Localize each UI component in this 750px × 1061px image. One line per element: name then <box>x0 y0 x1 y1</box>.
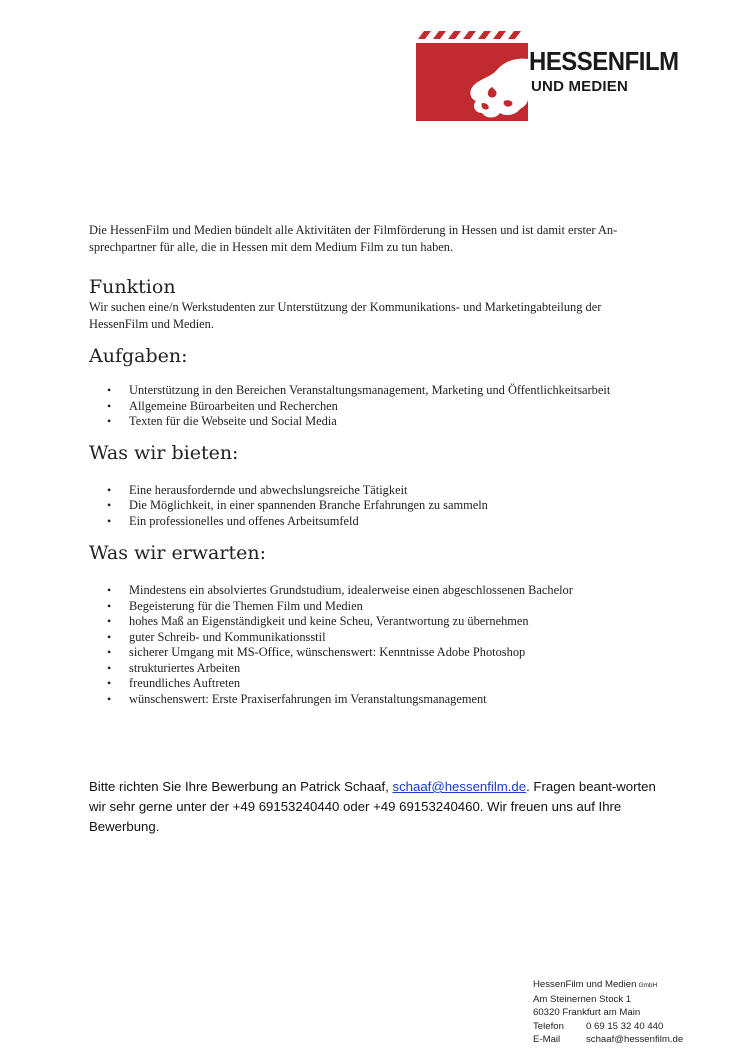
footer-address <box>533 978 743 1047</box>
funktion-text: Wir suchen eine/n Werkstudenten zur Unterstützung der Kommunikations- und Marketingabteilung der HessenFilm und Medien. <box>89 300 602 331</box>
film-clapper-logo-icon <box>416 29 528 121</box>
list-item: • Allgemeine Büroarbeiten und Recherchen <box>89 399 661 415</box>
application-note <box>89 777 661 837</box>
list-item: • guter Schreib- und Kommunikationsstil <box>89 630 661 646</box>
bieten-heading: Was wir bieten: <box>89 441 239 464</box>
apply-text-after: . Fragen beant-worten wir sehr gerne unter der +49 69153240440 oder +49 69153240460. Wir freuen uns auf Ihre Bewerbung. <box>89 779 656 834</box>
footer-email-label: E-Mail <box>533 1034 561 1045</box>
list-item: • Texten für die Webseite und Social Media <box>89 414 661 430</box>
main-content <box>89 222 661 707</box>
list-item: • Begeisterung für die Themen Film und Medien <box>89 599 661 615</box>
list-item: • Die Möglichkeit, in einer spannenden Branche Erfahrungen zu sammeln <box>89 498 661 514</box>
footer-gmbh: GmbH <box>638 982 658 989</box>
footer-phone-label: Telefon <box>533 1020 564 1032</box>
hessenfilm-logo <box>416 29 706 121</box>
funktion-heading: Funktion <box>89 276 176 298</box>
erwarten-heading: Was wir erwarten: <box>89 542 266 564</box>
list-item: • Unterstützung in den Bereichen Veranstaltungsmanagement, Marketing und Öffentlichkeitsarbeit <box>89 383 661 399</box>
bieten-list <box>89 483 661 530</box>
apply-text-before: Bitte richten Sie Ihre Bewerbung an Patrick Schaaf, <box>89 779 393 794</box>
list-item: • wünschenswert: Erste Praxiserfahrungen im Veranstaltungsmanagement <box>89 692 661 708</box>
footer-phone-row <box>533 1020 743 1034</box>
footer-company-row <box>533 978 743 993</box>
footer-email-row <box>533 1033 743 1047</box>
logo-subtitle: UND MEDIEN <box>531 78 629 95</box>
list-item: • freundliches Auftreten <box>89 676 661 692</box>
logo-title: HESSENFILM <box>529 46 679 76</box>
intro-text: Die HessenFilm und Medien bündelt alle Aktivitäten der Filmförderung in Hessen und ist damit erster An-sprechpartner für alle, die in Hessen mit dem Medium Film zu tun haben. <box>89 223 618 254</box>
apply-email-link[interactable]: schaaf@hessenfilm.de <box>392 779 527 794</box>
footer-phone: 0 69 15 32 40 440 <box>586 1020 664 1032</box>
list-item: • hohes Maß an Eigenständigkeit und keine Scheu, Verantwortung zu übernehmen <box>89 614 661 630</box>
list-item: • sicherer Umgang mit MS-Office, wünschenswert: Kenntnisse Adobe Photoshop <box>89 645 661 661</box>
list-item: • Eine herausfordernde und abwechslungsreiche Tätigkeit <box>89 483 661 499</box>
footer-street: Am Steinernen Stock 1 <box>533 993 632 1005</box>
footer-city: 60320 Frankfurt am Main <box>533 1007 641 1018</box>
erwarten-list <box>89 583 661 707</box>
aufgaben-heading: Aufgaben: <box>89 345 188 367</box>
aufgaben-list <box>89 383 661 430</box>
list-item: • Mindestens ein absolviertes Grundstudium, idealerweise einen abgeschlossenen Bachelor <box>89 583 661 599</box>
footer-company: HessenFilm und Medien <box>533 979 637 990</box>
list-item: • Ein professionelles und offenes Arbeitsumfeld <box>89 514 661 530</box>
footer-email: schaaf@hessenfilm.de <box>586 1034 684 1045</box>
list-item: • strukturiertes Arbeiten <box>89 661 661 677</box>
